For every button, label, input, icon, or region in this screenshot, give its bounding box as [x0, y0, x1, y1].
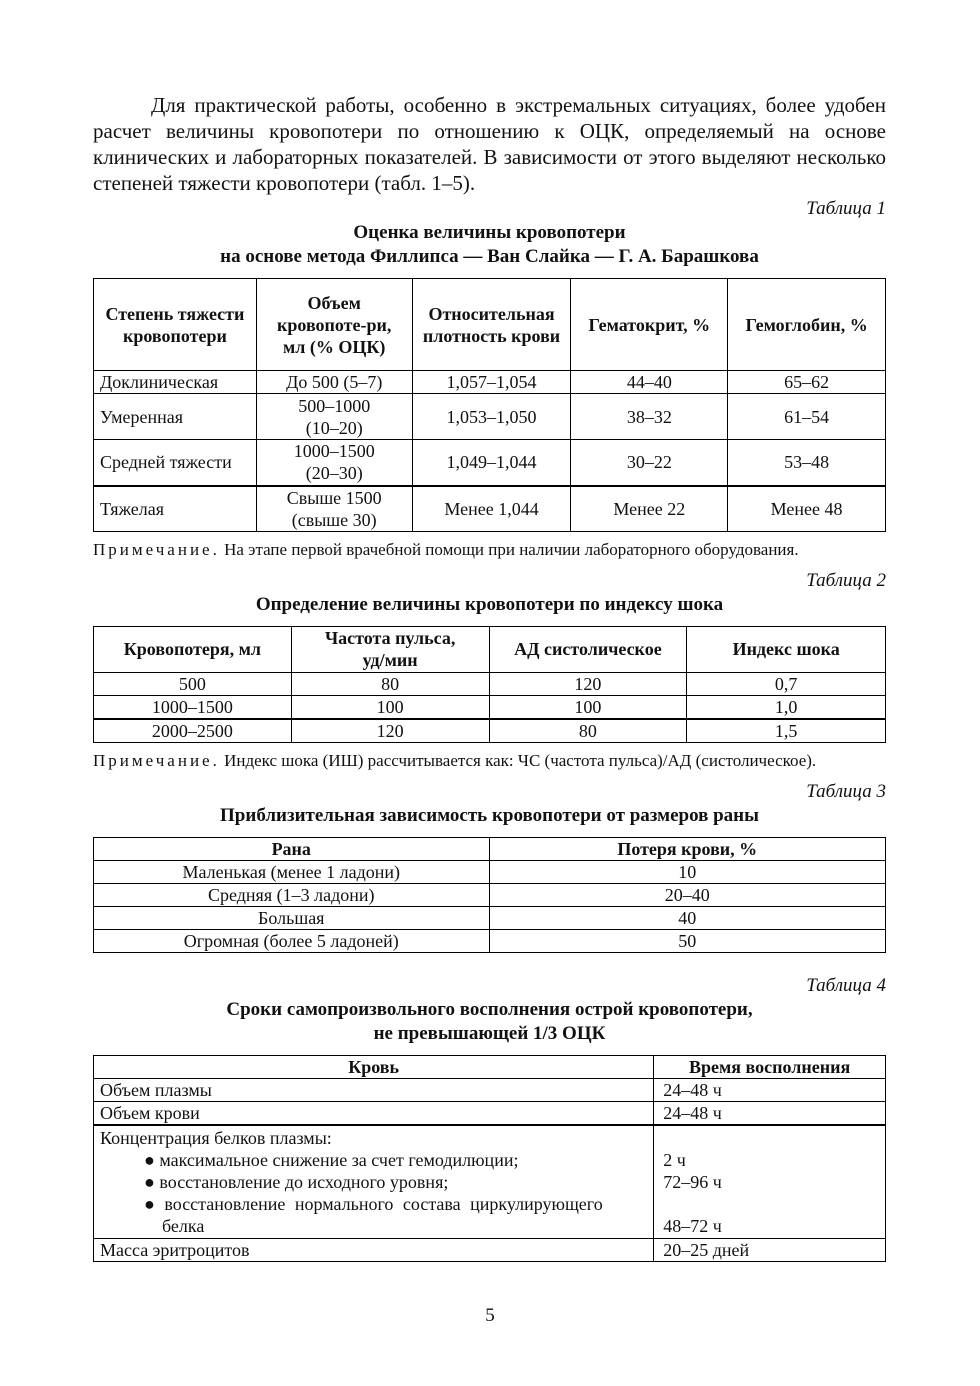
table-cell: Менее 22	[571, 486, 728, 532]
time-value: 72–96 ч	[663, 1171, 722, 1192]
table-row	[94, 929, 886, 952]
table-cell: 500	[94, 672, 292, 695]
note-prefix: Примечание.	[93, 750, 220, 770]
table-cell: 53–48	[728, 440, 886, 486]
table-cell: 80	[291, 672, 489, 695]
table1-title-line1: Оценка величины кровопотери	[353, 222, 626, 243]
table-row	[94, 860, 886, 883]
table1-title-line2: на основе метода Филлипса — Ван Слайка — Г. А. Барашкова	[220, 246, 759, 267]
table-cell: 10	[489, 860, 885, 883]
table-row	[94, 1101, 886, 1125]
table2-header-row	[94, 626, 886, 672]
table-cell: Тяжелая	[94, 486, 257, 532]
table-cell: 1,053–1,050	[412, 394, 571, 440]
table3-header: Потеря крови, %	[489, 837, 885, 860]
table3	[93, 837, 886, 953]
table1-header: Гематокрит, %	[571, 279, 728, 371]
table-cell: 40	[489, 906, 885, 929]
note-prefix: Примечание.	[93, 539, 220, 559]
table-cell: Доклиническая	[94, 371, 257, 394]
table-cell: 1,057–1,054	[412, 371, 571, 394]
table-cell: 0,7	[687, 672, 886, 695]
table1-header: Объем кровопоте-ри, мл (% ОЦК)	[256, 279, 412, 371]
intro-paragraph: Для практической работы, особенно в экстремальных ситуациях, более удобен расчет величины кровопотери по отношению к ОЦК, определяемый на основе клинических и лабораторных показателей. В зависимости от этого выделяют несколько степеней тяжести кровопотери (табл. 1–5).	[93, 93, 886, 195]
table3-label: Таблица 3	[806, 780, 886, 802]
table-cell	[654, 1125, 886, 1239]
table-cell: Объем крови	[94, 1101, 654, 1125]
table-cell: 100	[489, 695, 687, 719]
table2-header: Частота пульса, уд/мин	[291, 626, 489, 672]
table-row	[94, 695, 886, 719]
table-row	[94, 1125, 886, 1239]
table-cell: 100	[291, 695, 489, 719]
table-row	[94, 672, 886, 695]
table-row	[94, 1078, 886, 1101]
table-row	[94, 440, 886, 486]
table-cell: Большая	[94, 906, 490, 929]
table-cell: 44–40	[571, 371, 728, 394]
table1-header: Относительная плотность крови	[412, 279, 571, 371]
bullet-item: ● восстановление до исходного уровня;	[144, 1171, 449, 1192]
bullet-item-continued: белка	[162, 1215, 205, 1236]
table1	[93, 278, 886, 532]
table-cell: Объем плазмы	[94, 1078, 654, 1101]
table-cell: 24–48 ч	[654, 1101, 886, 1125]
table-row	[94, 883, 886, 906]
table-row	[94, 394, 886, 440]
table2-label: Таблица 2	[806, 569, 886, 591]
table-row	[94, 486, 886, 532]
table2-header: АД систолическое	[489, 626, 687, 672]
table-cell	[94, 1125, 654, 1239]
protein-title: Концентрация белков плазмы:	[100, 1127, 332, 1148]
table1-header: Степень тяжести кровопотери	[94, 279, 257, 371]
table2-header: Кровопотеря, мл	[94, 626, 292, 672]
table-cell: 65–62	[728, 371, 886, 394]
table-cell: 61–54	[728, 394, 886, 440]
table1-note	[93, 539, 886, 561]
page	[93, 92, 886, 1262]
table4	[93, 1055, 886, 1262]
table1-header: Гемоглобин, %	[728, 279, 886, 371]
table3-header-row	[94, 837, 886, 860]
table-cell: 50	[489, 929, 885, 952]
table3-header: Рана	[94, 837, 490, 860]
table-cell: До 500 (5–7)	[256, 371, 412, 394]
table2	[93, 626, 886, 743]
table2-title: Определение величины кровопотери по индексу шока	[255, 593, 724, 615]
table-cell: 38–32	[571, 394, 728, 440]
table-cell: Свыше 1500 (свыше 30)	[256, 486, 412, 532]
table-cell: 80	[489, 719, 687, 743]
table1-header-row	[94, 279, 886, 371]
note-text: Индекс шока (ИШ) рассчитывается как: ЧС (частота пульса)/АД (систолическое).	[219, 750, 817, 770]
table-cell: 20–40	[489, 883, 885, 906]
table-row	[94, 371, 886, 394]
table-cell: 1000–1500 (20–30)	[256, 440, 412, 486]
table-row	[94, 1238, 886, 1261]
table-cell: 1000–1500	[94, 695, 292, 719]
time-value: 2 ч	[663, 1149, 686, 1170]
table-cell: Менее 1,044	[412, 486, 571, 532]
page-number: 5	[485, 1305, 495, 1326]
table-cell: Маленькая (менее 1 ладони)	[94, 860, 490, 883]
table4-title-line1: Сроки самопроизвольного восполнения острой кровопотери,	[226, 998, 753, 1020]
table2-header: Индекс шока	[687, 626, 886, 672]
table-cell: 500–1000 (10–20)	[256, 394, 412, 440]
table-cell: Масса эритроцитов	[94, 1238, 654, 1261]
table-cell: 24–48 ч	[654, 1078, 886, 1101]
bullet-item: ● восстановление нормального состава циркулирующего	[144, 1193, 603, 1214]
table-cell: 1,5	[687, 719, 886, 743]
table3-title: Приблизительная зависимость кровопотери от размеров раны	[220, 804, 759, 826]
table4-header: Время восполнения	[654, 1055, 886, 1078]
table-cell: 30–22	[571, 440, 728, 486]
time-value: 48–72 ч	[663, 1215, 722, 1236]
table2-note	[93, 750, 886, 772]
table1-label: Таблица 1	[806, 198, 886, 219]
table-cell: 120	[489, 672, 687, 695]
bullet-item: ● максимальное снижение за счет гемодилюции;	[144, 1149, 519, 1170]
table-cell: Огромная (более 5 ладоней)	[94, 929, 490, 952]
table-cell: 20–25 дней	[654, 1238, 886, 1261]
table-cell: Менее 48	[728, 486, 886, 532]
note-text: На этапе первой врачебной помощи при наличии лабораторного оборудования.	[219, 539, 799, 559]
table-cell: Средняя (1–3 ладони)	[94, 883, 490, 906]
table-cell: 2000–2500	[94, 719, 292, 743]
table-cell: Средней тяжести	[94, 440, 257, 486]
table-cell: Умеренная	[94, 394, 257, 440]
table-cell: 1,0	[687, 695, 886, 719]
table-row	[94, 719, 886, 743]
table4-label: Таблица 4	[806, 974, 886, 996]
table-cell: 1,049–1,044	[412, 440, 571, 486]
table-row	[94, 906, 886, 929]
table4-header: Кровь	[94, 1055, 654, 1078]
table-cell: 120	[291, 719, 489, 743]
table4-title-line2: не превышающей 1/3 ОЦК	[373, 1022, 606, 1044]
table4-header-row	[94, 1055, 886, 1078]
